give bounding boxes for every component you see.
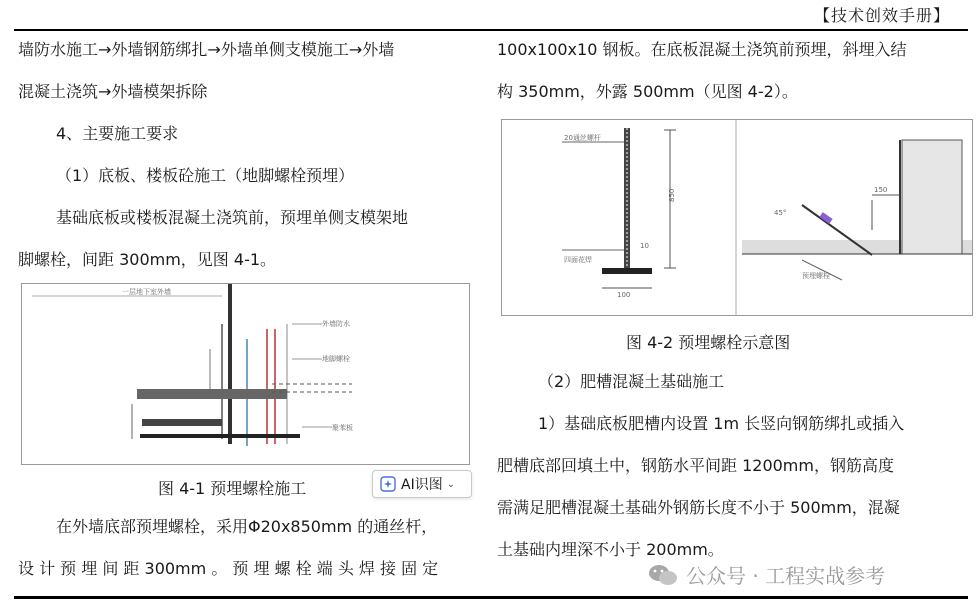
chevron-down-icon: ⌄ (446, 478, 456, 490)
footer-rule (14, 596, 968, 599)
label-bolt: 预埋螺栓 (802, 272, 830, 280)
paragraph-line: 构 350mm，外露 500mm（见图 4-2）。 (497, 82, 798, 101)
dim-45: 45° (774, 209, 787, 217)
paragraph-line: 脚螺栓，间距 300mm，见图 4-1。 (18, 250, 277, 269)
subsection-heading: （1）底板、楼板砼施工（地脚螺栓预埋） (56, 166, 355, 185)
paragraph-line: 需满足肥槽混凝土基础外钢筋长度不小于 500mm，混凝 (497, 498, 900, 517)
paragraph-line: 混凝土浇筑→外墙模架拆除 (18, 82, 208, 101)
header-title: 【技术创效手册】 (813, 6, 950, 25)
paragraph-line: 设 计 预 埋 间 距 300mm 。 预 埋 螺 栓 端 头 焊 接 固 定 (18, 559, 439, 578)
figure-4-2-caption: 图 4-2 预埋螺栓示意图 (626, 333, 791, 352)
paragraph-line: 在外墙底部预埋螺栓，采用Φ20x850mm 的通丝杆， (56, 517, 438, 536)
paragraph-line: 墙防水施工→外墙钢筋绑扎→外墙单侧支模施工→外墙 (18, 40, 395, 59)
paragraph-line: 肥槽底部回填土中，钢筋水平间距 1200mm，钢筋高度 (497, 456, 894, 475)
wechat-icon (648, 563, 678, 587)
svg-text:外墙防水: 外墙防水 (322, 320, 350, 328)
dim-150: 150 (874, 186, 888, 194)
ai-recognize-button[interactable] (372, 470, 472, 498)
dim-plate: 100 (617, 291, 631, 299)
figure-4-1 (21, 283, 470, 465)
figure-4-1-caption: 图 4-1 预埋螺栓施工 (158, 479, 307, 498)
ai-sparkle-icon (379, 475, 397, 493)
watermark (648, 560, 885, 589)
paragraph-line: 100x100x10 钢板。在底板混凝土浇筑前预埋，斜埋入结 (497, 40, 907, 59)
label-weld-size: 10 (640, 242, 649, 250)
svg-text:地脚螺栓: 地脚螺栓 (322, 355, 350, 363)
paragraph-line: 基础底板或楼板混凝土浇筑前，预埋单侧支模架地 (56, 208, 409, 227)
svg-text:聚苯板: 聚苯板 (332, 424, 353, 432)
figure-4-2 (501, 119, 973, 316)
figure-4-1-drawing (22, 284, 469, 464)
subsection-heading: （2）肥槽混凝土基础施工 (538, 372, 725, 391)
section-heading: 4、主要施工要求 (56, 124, 179, 143)
label-weld: 四面花焊 (564, 256, 592, 264)
svg-text:一层地下室外墙: 一层地下室外墙 (122, 288, 171, 296)
label-rod: 20通丝螺杆 (564, 134, 601, 142)
dim-850: 850 (668, 188, 676, 202)
ai-button-label: AI识图 (401, 477, 443, 493)
paragraph-line: 1）基础底板肥槽内设置 1m 长竖向钢筋绑扎或插入 (538, 414, 905, 433)
header-rule (14, 29, 968, 31)
watermark-text: 公众号 · 工程实战参考 (686, 564, 886, 588)
paragraph-line: 土基础内埋深不小于 200mm。 (497, 540, 724, 559)
figure-4-2-drawing (502, 120, 972, 315)
